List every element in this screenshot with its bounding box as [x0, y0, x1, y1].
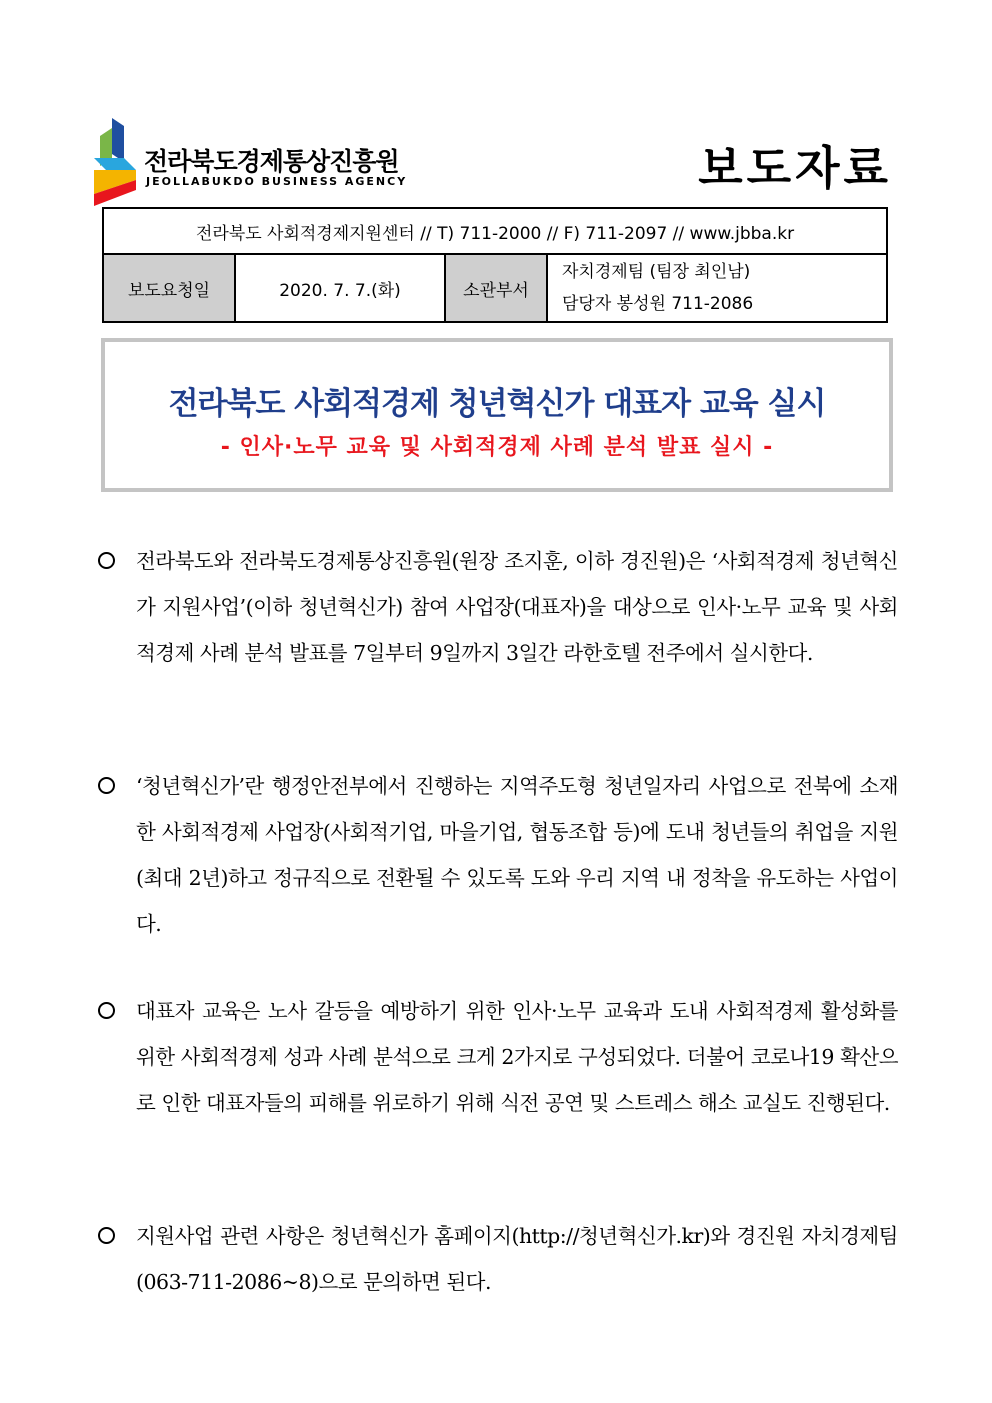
- contact-line: 전라북도 사회적경제지원센터 // T) 711-2000 // F) 711-2097 // www.jbba.kr: [103, 208, 887, 254]
- headline-subtitle: - 인사·노무 교육 및 사회적경제 사례 분석 발표 실시 -: [220, 435, 774, 460]
- circle-bullet-icon: [98, 1002, 115, 1019]
- department-label: 소관부서: [445, 254, 547, 322]
- release-date-value: 2020. 7. 7.(화): [235, 254, 445, 322]
- department-contact: 담당자 봉성원 711-2086: [562, 294, 754, 314]
- circle-bullet-icon: [98, 552, 115, 569]
- paragraph-text: 대표자 교육은 노사 갈등을 예방하기 위한 인사·노무 교육과 도내 사회적경제 활성화를 위한 사회적경제 성과 사례 분석으로 크게 2가지로 구성되었다. 더불어 코로나19 확산으로 인한 대표자들의 피해를 위로하기 위해 식전 공연 및 스트레스 해소 교실도 진행된다.: [136, 999, 898, 1115]
- circle-bullet-icon: [98, 777, 115, 794]
- paragraph-text: 지원사업 관련 사항은 청년혁신가 홈페이지(http://청년혁신가.kr)와 경진원 자치경제팀(063-711-2086~8)으로 문의하면 된다.: [136, 1224, 898, 1294]
- circle-bullet-icon: [98, 1227, 115, 1244]
- headline-title: 전라북도 사회적경제 청년혁신가 대표자 교육 실시: [168, 386, 826, 422]
- paragraph-text: 전라북도와 전라북도경제통상진흥원(원장 조지훈, 이하 경진원)은 ‘사회적경제 청년혁신가 지원사업’(이하 청년혁신가) 참여 사업장(대표자)을 대상으로 인사·노무 교육 및 사회적경제 사례 분석 발표를 7일부터 9일까지 3일간 라한호텔 전주에서 실시한다.: [136, 549, 898, 665]
- department-value: [547, 254, 887, 322]
- department-team: 자치경제팀 (팀장 최인남): [562, 262, 751, 282]
- headline-box: [101, 338, 893, 492]
- release-date-label: 보도요청일: [103, 254, 235, 322]
- agency-logo-icon: [94, 118, 140, 206]
- press-release-title: 보도자료: [698, 141, 892, 195]
- document-header: [94, 118, 894, 208]
- org-name-korean: 전라북도경제통상진흥원: [144, 147, 399, 176]
- paragraph-text: ‘청년혁신가’란 행정안전부에서 진행하는 지역주도형 청년일자리 사업으로 전북에 소재한 사회적경제 사업장(사회적기업, 마을기업, 협동조합 등)에 도내 청년들의 취업을 지원(최대 2년)하고 정규직으로 전환될 수 있도록 도와 우리 지역 내 정착을 유도하는 사업이다.: [136, 774, 898, 936]
- org-name-english: JEOLLABUKDO BUSINESS AGENCY: [146, 175, 408, 188]
- contact-info-table: [102, 207, 888, 323]
